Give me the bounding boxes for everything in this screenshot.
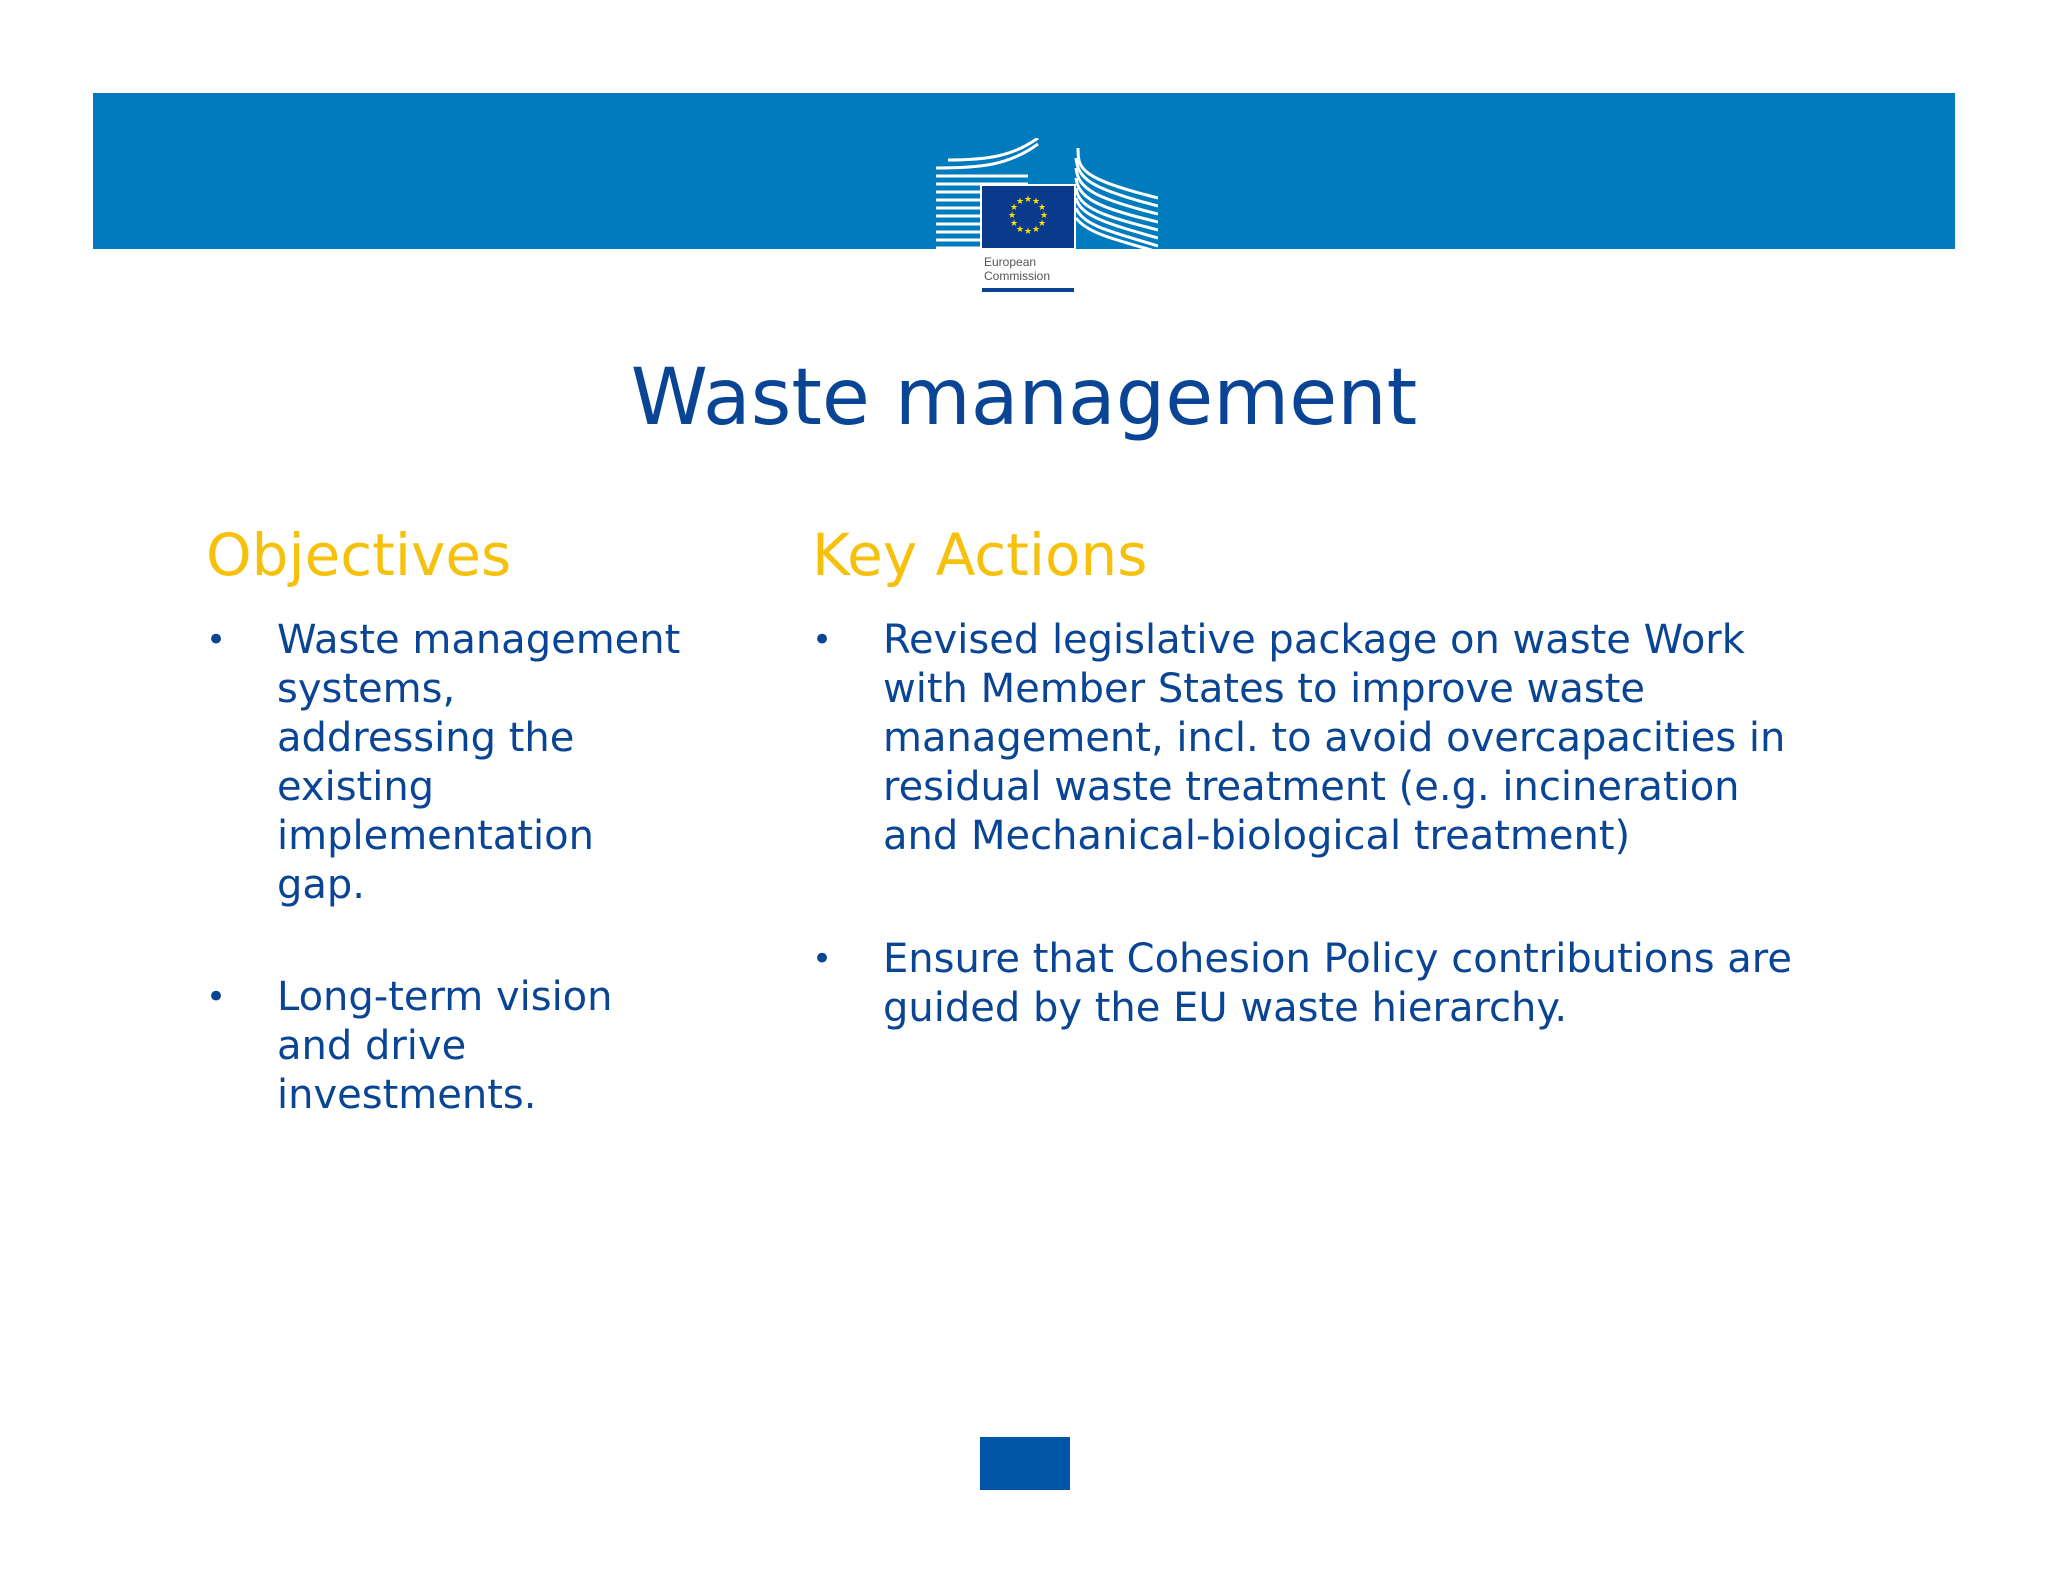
page-title: Waste management: [630, 353, 1418, 443]
logo-text-line2: Commission: [984, 269, 1051, 283]
svg-text:★: ★: [1023, 227, 1033, 237]
svg-text:★: ★: [1009, 219, 1019, 229]
logo-text-line1: European: [984, 255, 1037, 269]
svg-text:★: ★: [1015, 197, 1025, 207]
svg-text:★: ★: [1031, 197, 1041, 207]
svg-text:★: ★: [1037, 219, 1047, 229]
bullet-icon: •: [206, 977, 227, 1017]
building-right-icon: [1076, 148, 1158, 252]
svg-text:★: ★: [1007, 211, 1017, 221]
objectives-heading: Objectives: [206, 521, 512, 589]
bullet-icon: •: [812, 620, 833, 660]
objectives-bullet-2: Long-term vision and drive investments.: [277, 974, 613, 1118]
svg-text:★: ★: [1009, 203, 1019, 213]
key-actions-heading: Key Actions: [812, 521, 1148, 589]
svg-text:★: ★: [1015, 225, 1025, 235]
bullet-icon: •: [812, 939, 833, 979]
european-commission-logo: [928, 138, 1158, 296]
svg-text:★: ★: [1039, 211, 1049, 221]
key-actions-bullet-2: Ensure that Cohesion Policy contributions are guided by the EU waste hierarchy.: [883, 936, 1792, 1031]
objectives-bullet-1: Waste management systems, addressing the existing implementation gap.: [277, 617, 681, 908]
svg-text:★: ★: [1031, 225, 1041, 235]
bullet-icon: •: [206, 620, 227, 660]
svg-text:★: ★: [1037, 203, 1047, 213]
footer-flag-icon: [980, 1437, 1070, 1490]
logo-underline: [982, 288, 1074, 292]
svg-text:★: ★: [1023, 195, 1033, 205]
key-actions-bullet-1: Revised legislative package on waste Work with Member States to improve waste management, incl. to avoid overcapacities in residual waste treatment (e.g. incineration and Mechanical-biological treatment): [883, 617, 1786, 859]
